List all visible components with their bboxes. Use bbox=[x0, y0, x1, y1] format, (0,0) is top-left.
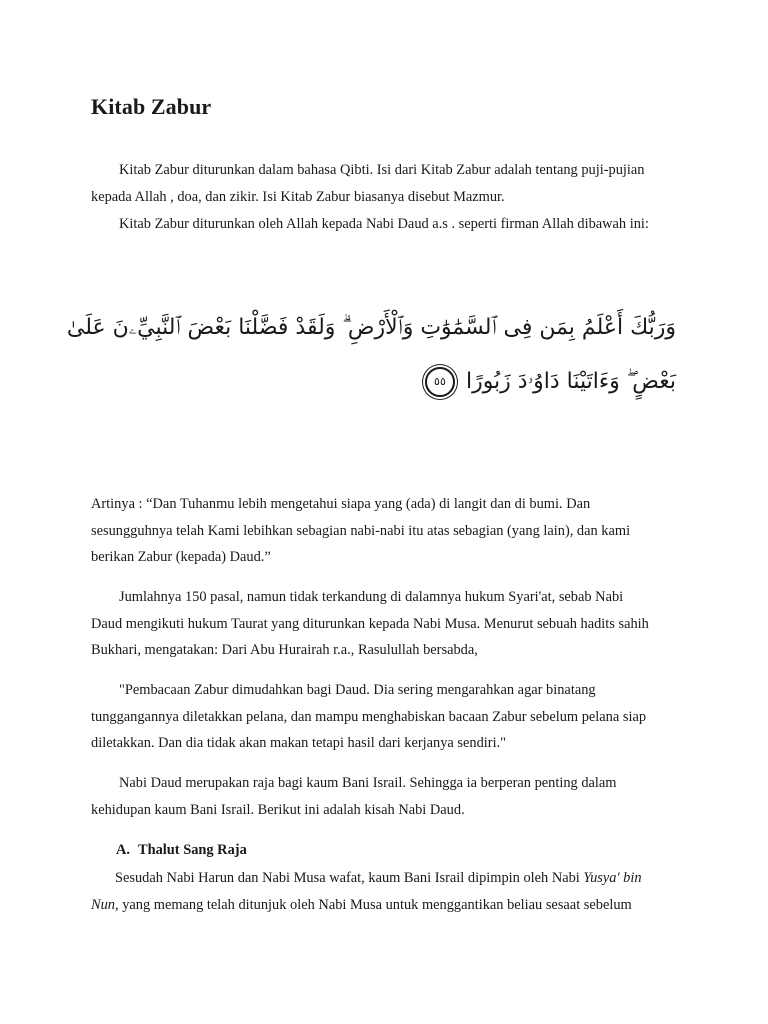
text-line: "Pembacaan Zabur dimudahkan bagi Daud. Dia sering mengarahkan agar binatang bbox=[119, 682, 596, 698]
text-line: Artinya : “Dan Tuhanmu lebih mengetahui siapa yang (ada) di langit dan di bumi. Dan bbox=[91, 496, 591, 512]
text-line: tunggangannya diletakkan pelana, dan mampu menghabiskan bacaan Zabur sebelum pelana siap bbox=[91, 708, 647, 725]
text-segment: , yang memang telah ditunjuk oleh Nabi Musa untuk menggantikan beliau sesaat sebelum bbox=[115, 896, 632, 913]
text-line bbox=[91, 865, 691, 892]
document-title: Kitab Zabur bbox=[91, 94, 212, 119]
paragraph-thalut bbox=[91, 865, 691, 918]
text-segment: Sesudah Nabi Harun dan Nabi Musa wafat, kaum Bani Israil dipimpin oleh Nabi bbox=[115, 870, 584, 886]
text-line: Kitab Zabur diturunkan oleh Allah kepada Nabi Daud a.s . seperti firman Allah dibawah ini: bbox=[119, 216, 649, 232]
section-label: A. bbox=[116, 842, 130, 858]
paragraph-translation bbox=[91, 491, 691, 571]
text-line: kehidupan kaum Bani Israil. Berikut ini adalah kisah Nabi Daud. bbox=[91, 801, 465, 818]
text-line: berikan Zabur (kepada) Daud.” bbox=[91, 549, 271, 565]
text-line: Kitab Zabur diturunkan dalam bahasa Qibti. Isi dari Kitab Zabur adalah tentang puji-pujian bbox=[119, 162, 645, 178]
paragraph-intro bbox=[91, 157, 691, 210]
text-line: diletakkan. Dan dia tidak akan makan tetapi hasil dari kerjanya sendiri." bbox=[91, 735, 507, 751]
text-line: Bukhari, mengatakan: Dari Abu Hurairah r.a., Rasulullah bersabda, bbox=[91, 642, 478, 658]
arabic-verse-line-1: وَرَبُّكَ أَعْلَمُ بِمَن فِى ٱلسَّمَٰوَٰتِ وَٱلْأَرْضِ ۗ وَلَقَدْ فَضَّلْنَا بَعْضَ ٱلنَّبِيِّۦنَ عَلَىٰ bbox=[66, 315, 676, 340]
paragraph-hadith-quote bbox=[91, 677, 691, 757]
ayah-number-icon: ٥٥ bbox=[425, 367, 455, 397]
italic-name: Nun bbox=[91, 896, 115, 913]
text-line: Daud mengikuti hukum Taurat yang diturunkan kepada Nabi Musa. Menurut sebuah hadits sahih bbox=[91, 615, 649, 632]
text-line: Jumlahnya 150 pasal, namun tidak terkandung di dalamnya hukum Syari'at, sebab Nabi bbox=[119, 589, 624, 605]
paragraph-firman-intro bbox=[91, 211, 691, 238]
section-heading-a bbox=[116, 842, 247, 859]
text-line: Nabi Daud merupakan raja bagi kaum Bani Israil. Sehingga ia berperan penting dalam bbox=[119, 775, 617, 791]
text-line bbox=[91, 892, 691, 919]
text-line: sesungguhnya telah Kami lebihkan sebagian nabi-nabi itu atas sebagian (yang lain), dan kami bbox=[91, 522, 631, 539]
text-line: kepada Allah , doa, dan zikir. Isi Kitab Zabur biasanya disebut Mazmur. bbox=[91, 188, 505, 205]
paragraph-pasal bbox=[91, 584, 691, 664]
arabic-verse-text: بَعْضٍ ۖ وَءَاتَيْنَا دَاوُۥدَ زَبُورًا bbox=[465, 369, 676, 394]
arabic-verse-line-2 bbox=[255, 357, 676, 407]
paragraph-nabi-daud bbox=[91, 770, 691, 823]
section-title: Thalut Sang Raja bbox=[138, 842, 247, 858]
italic-name: Yusya' bin bbox=[583, 870, 642, 886]
